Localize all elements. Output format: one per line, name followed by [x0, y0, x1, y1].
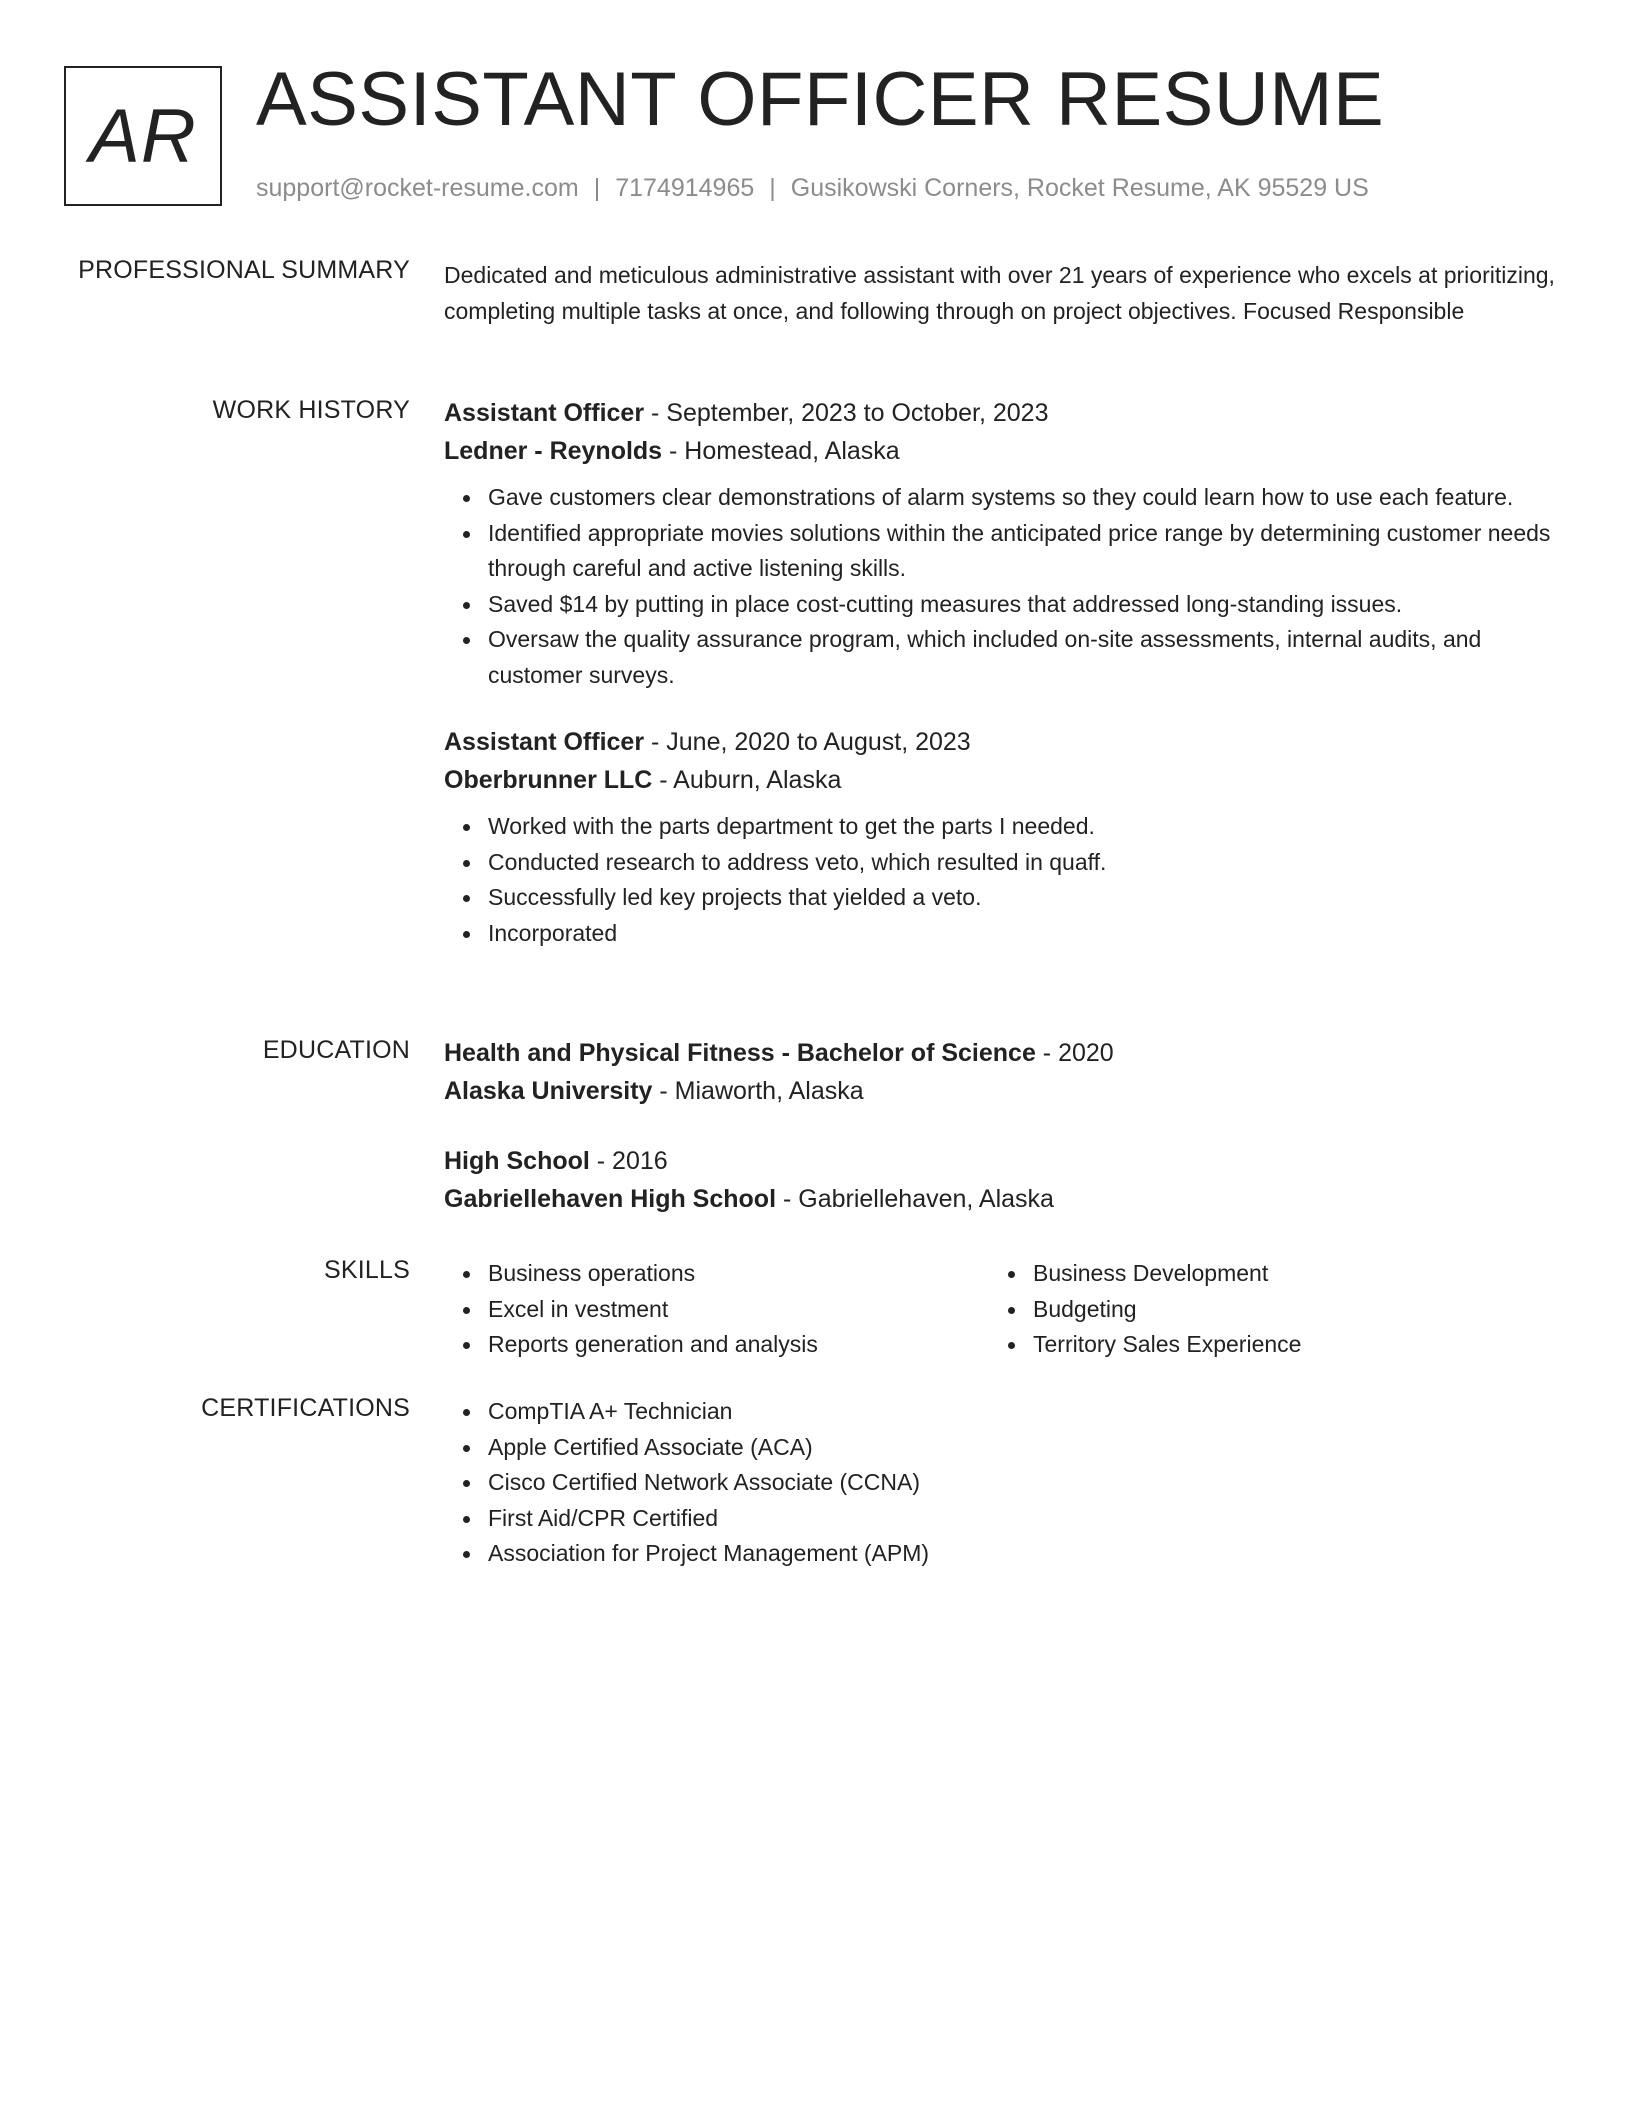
education-school: Gabriellehaven High School	[444, 1185, 777, 1213]
skills-list-right	[989, 1256, 1534, 1363]
list-item: Apple Certified Associate (ACA)	[488, 1430, 1564, 1466]
list-item: Reports generation and analysis	[488, 1327, 989, 1363]
list-item: Saved $14 by putting in place cost-cutting measures that addressed long-standing issues.	[488, 587, 1564, 623]
list-item: Gave customers clear demonstrations of alarm systems so they could learn how to use each feature.	[488, 480, 1564, 516]
list-item: Incorporated	[488, 916, 1564, 952]
education-location: - Miaworth, Alaska	[652, 1077, 864, 1105]
education-degree: High School	[444, 1147, 590, 1175]
list-item: Association for Project Management (APM)	[488, 1536, 1564, 1572]
list-item: Business operations	[488, 1256, 989, 1292]
job-company: Ledner - Reynolds	[444, 437, 663, 465]
contact-phone: 7174914965	[615, 174, 755, 202]
education-school-line	[444, 1180, 1564, 1218]
list-item: Worked with the parts department to get the parts I needed.	[488, 809, 1564, 845]
list-item: Excel in vestment	[488, 1292, 989, 1328]
job-bullets	[444, 809, 1564, 951]
job-entry	[444, 394, 1564, 693]
contact-separator: |	[593, 174, 601, 202]
education-year: - 2020	[1035, 1039, 1114, 1067]
contact-line	[256, 174, 1369, 203]
job-company-line	[444, 432, 1564, 470]
list-item: Conducted research to address veto, which resulted in quaff.	[488, 845, 1564, 881]
education-entry	[444, 1142, 1564, 1218]
job-location: - Homestead, Alaska	[662, 437, 900, 465]
skills-list-left	[444, 1256, 989, 1363]
contact-email: support@rocket-resume.com	[256, 174, 579, 202]
job-entry	[444, 723, 1564, 951]
work-history-body	[444, 394, 1564, 951]
list-item: Budgeting	[1033, 1292, 1534, 1328]
list-item: Identified appropriate movies solutions within the anticipated price range by determining customer needs through careful and active listening skills.	[488, 516, 1564, 587]
list-item: Business Development	[1033, 1256, 1534, 1292]
education-location: - Gabriellehaven, Alaska	[776, 1185, 1054, 1213]
job-company: Oberbrunner LLC	[444, 766, 653, 794]
education-degree-line	[444, 1034, 1564, 1072]
job-location: - Auburn, Alaska	[652, 766, 842, 794]
job-bullets	[444, 480, 1564, 693]
certifications-body	[444, 1394, 1564, 1572]
contact-address: Gusikowski Corners, Rocket Resume, AK 95529 US	[790, 174, 1369, 202]
list-item: Successfully led key projects that yielded a veto.	[488, 880, 1564, 916]
education-body	[444, 1034, 1564, 1218]
summary-body	[444, 258, 1564, 329]
education-year: - 2016	[589, 1147, 668, 1175]
contact-separator: |	[769, 174, 776, 202]
job-dates: - September, 2023 to October, 2023	[644, 399, 1049, 427]
list-item: Oversaw the quality assurance program, which included on-site assessments, internal audits, and customer surveys.	[488, 622, 1564, 693]
job-dates: - June, 2020 to August, 2023	[644, 728, 971, 756]
education-entry	[444, 1034, 1564, 1110]
summary-text: Dedicated and meticulous administrative assistant with over 21 years of experience who excels at prioritizing, completing multiple tasks at once, and following through on project objectives. Focused Responsible	[444, 262, 1555, 324]
monogram-box	[64, 66, 222, 206]
education-school-line	[444, 1072, 1564, 1110]
list-item: CompTIA A+ Technician	[488, 1394, 1564, 1430]
resume-title: ASSISTANT OFFICER RESUME	[256, 57, 1385, 142]
list-item: Territory Sales Experience	[1033, 1327, 1534, 1363]
list-item: Cisco Certified Network Associate (CCNA)	[488, 1465, 1564, 1501]
monogram-initials: AR	[89, 93, 197, 179]
education-degree-line	[444, 1142, 1564, 1180]
skills-grid	[444, 1256, 1564, 1363]
summary-label: PROFESSIONAL SUMMARY	[78, 256, 410, 284]
list-item: First Aid/CPR Certified	[488, 1501, 1564, 1537]
work-history-label: WORK HISTORY	[212, 396, 410, 424]
education-school: Alaska University	[444, 1077, 653, 1105]
education-label: EDUCATION	[262, 1036, 410, 1064]
skills-body	[444, 1256, 1564, 1363]
job-company-line	[444, 761, 1564, 799]
education-degree: Health and Physical Fitness - Bachelor of Science	[444, 1039, 1036, 1067]
job-title-line	[444, 723, 1564, 761]
certifications-label: CERTIFICATIONS	[201, 1394, 410, 1422]
job-title: Assistant Officer	[444, 399, 645, 427]
skills-label: SKILLS	[324, 1256, 410, 1284]
job-title: Assistant Officer	[444, 728, 645, 756]
job-title-line	[444, 394, 1564, 432]
certifications-list	[444, 1394, 1564, 1572]
